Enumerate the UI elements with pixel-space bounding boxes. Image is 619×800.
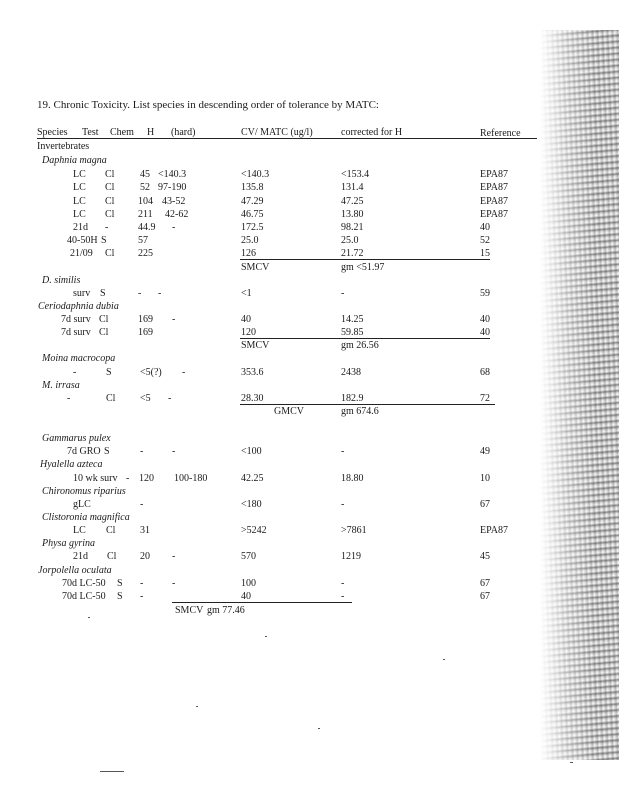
table-cell: <180 (241, 499, 262, 510)
table-cell: 42.25 (241, 473, 264, 484)
table-cell: 52 (480, 235, 490, 246)
table-cell: 7d GRO (67, 446, 101, 457)
table-cell: 7d surv (61, 314, 91, 325)
table-cell: 100-180 (174, 473, 208, 484)
species-name: Daphnia magna (42, 155, 107, 166)
table-cell: GMCV (274, 406, 305, 417)
table-cell: 40-50H (67, 235, 98, 246)
table-cell: 10 (480, 473, 490, 484)
table-cell: 57 (138, 235, 148, 246)
table-cell: <5 (140, 393, 151, 404)
species-name: Chironomus riparius (42, 486, 126, 497)
species-name: Clistoronia magnifica (42, 512, 130, 523)
header-test: Test (82, 127, 99, 138)
scan-speck (443, 659, 445, 660)
header-h: H (147, 127, 155, 138)
table-cell: - (172, 578, 176, 589)
table-cell: 21.72 (341, 248, 364, 259)
table-cell: 45 (140, 169, 150, 180)
table-cell: 225 (138, 248, 153, 259)
subtotal-rule (172, 602, 352, 603)
table-cell: >5242 (241, 525, 267, 536)
table-cell: 2438 (341, 367, 361, 378)
table-cell: 52 (140, 182, 150, 193)
table-cell: S (117, 578, 123, 589)
header-corrected: corrected for H (341, 127, 403, 138)
table-cell: 13.80 (341, 209, 364, 220)
table-cell: 42-62 (165, 209, 189, 220)
table-cell: 15 (480, 248, 490, 259)
table-cell: 70d LC-50 (62, 578, 106, 589)
table-cell: Cl (105, 196, 115, 207)
table-cell: <1 (241, 288, 252, 299)
table-cell: 120 (241, 327, 256, 338)
scan-edge-noise (540, 30, 619, 760)
table-cell: EPA87 (480, 209, 508, 220)
table-cell: Cl (99, 327, 109, 338)
table-cell: - (67, 393, 71, 404)
scan-speck (88, 617, 90, 618)
table-cell: - (158, 288, 162, 299)
table-cell: 40 (480, 222, 490, 233)
table-cell: 47.25 (341, 196, 364, 207)
table-cell: Cl (106, 393, 116, 404)
table-cell: 169 (138, 327, 153, 338)
table-cell: surv (73, 288, 91, 299)
table-cell: 353.6 (241, 367, 264, 378)
table-cell: 59.85 (341, 327, 364, 338)
table-cell: <100 (241, 446, 262, 457)
table-cell: SMCV (241, 340, 270, 351)
species-name: Physa gyrina (42, 538, 96, 549)
table-cell: LC (73, 196, 86, 207)
subtotal-rule (240, 259, 490, 260)
table-cell: - (341, 591, 345, 602)
table-cell: - (341, 288, 345, 299)
table-cell: - (140, 591, 144, 602)
table-cell: Cl (105, 209, 115, 220)
species-name: Ceriodaphnia dubia (38, 301, 119, 312)
table-cell: gm 77.46 (207, 605, 245, 616)
scan-speck (318, 728, 320, 729)
table-cell: 21d (73, 222, 88, 233)
table-cell: 40 (480, 327, 490, 338)
table-cell: Cl (105, 248, 115, 259)
table-cell: Cl (105, 169, 115, 180)
table-cell: - (168, 393, 172, 404)
group-label: Invertebrates (37, 141, 90, 152)
table-cell: LC (73, 209, 86, 220)
scan-speck (100, 771, 124, 772)
table-cell: 20 (140, 551, 150, 562)
table-cell: gm 674.6 (341, 406, 379, 417)
scan-speck (196, 706, 198, 707)
table-cell: 72 (480, 393, 490, 404)
table-cell: 100 (241, 578, 256, 589)
table-cell: 21d (73, 551, 88, 562)
table-cell: 67 (480, 591, 490, 602)
table-cell: 40 (241, 591, 251, 602)
table-cell: - (73, 367, 77, 378)
table-cell: 120 (139, 473, 154, 484)
table-cell: Cl (106, 525, 116, 536)
table-cell: Cl (99, 314, 109, 325)
table-cell: 1219 (341, 551, 361, 562)
table-cell: - (105, 222, 109, 233)
table-cell: 25.0 (341, 235, 359, 246)
table-cell: 211 (138, 209, 153, 220)
table-cell: 131.4 (341, 182, 364, 193)
table-cell: 40 (480, 314, 490, 325)
table-cell: 67 (480, 499, 490, 510)
table-cell: 28.30 (241, 393, 264, 404)
table-cell: 68 (480, 367, 490, 378)
table-cell: - (172, 446, 176, 457)
table-cell: 40 (241, 314, 251, 325)
table-cell: >7861 (341, 525, 367, 536)
table-cell: 70d LC-50 (62, 591, 106, 602)
table-cell: 98.21 (341, 222, 364, 233)
table-cell: gm 26.56 (341, 340, 379, 351)
table-cell: gm <51.97 (341, 262, 385, 273)
scan-speck (570, 762, 573, 763)
header-hard: (hard) (171, 127, 196, 138)
table-cell: 97-190 (158, 182, 187, 193)
table-cell: - (126, 473, 130, 484)
table-cell: - (172, 551, 176, 562)
table-cell: - (341, 578, 345, 589)
table-cell: 14.25 (341, 314, 364, 325)
table-cell: - (172, 314, 176, 325)
table-cell: Cl (105, 182, 115, 193)
table-cell: Cl (107, 551, 117, 562)
table-cell: EPA87 (480, 182, 508, 193)
table-cell: 21/09 (70, 248, 93, 259)
table-cell: 47.29 (241, 196, 264, 207)
table-cell: 25.0 (241, 235, 259, 246)
table-cell: S (100, 288, 106, 299)
table-cell: 172.5 (241, 222, 264, 233)
species-name: Jorpolella oculata (38, 565, 112, 576)
table-cell: 59 (480, 288, 490, 299)
table-cell: <140.3 (241, 169, 270, 180)
table-cell: 10 wk surv (73, 473, 118, 484)
table-cell: EPA87 (480, 196, 508, 207)
table-cell: S (106, 367, 112, 378)
table-cell: gLC (73, 499, 91, 510)
species-name: Hyalella azteca (40, 459, 103, 470)
table-cell: 31 (140, 525, 150, 536)
species-name: D. similis (42, 275, 81, 286)
table-cell: SMCV (241, 262, 270, 273)
table-cell: S (104, 446, 110, 457)
table-cell: - (341, 446, 345, 457)
table-cell: - (341, 499, 345, 510)
table-cell: - (140, 446, 144, 457)
table-cell: - (140, 499, 144, 510)
table-cell: - (138, 288, 142, 299)
table-cell: <153.4 (341, 169, 370, 180)
species-name: Moina macrocopa (42, 353, 116, 364)
table-cell: 18.80 (341, 473, 364, 484)
table-cell: 67 (480, 578, 490, 589)
table-cell: 43-52 (162, 196, 186, 207)
table-cell: LC (73, 182, 86, 193)
header-reference: Reference (480, 128, 521, 139)
table-cell: - (182, 367, 186, 378)
table-cell: S (101, 235, 107, 246)
table-cell: LC (73, 525, 86, 536)
table-cell: 44.9 (138, 222, 156, 233)
table-cell: EPA87 (480, 169, 508, 180)
table-cell: 7d surv (61, 327, 91, 338)
header-species: Species (37, 127, 68, 138)
table-cell: - (140, 578, 144, 589)
table-cell: - (172, 222, 176, 233)
subtotal-rule (240, 338, 490, 339)
table-cell: 135.8 (241, 182, 264, 193)
table-cell: 45 (480, 551, 490, 562)
section-title: 19. Chronic Toxicity. List species in descending order of tolerance by MATC: (37, 99, 379, 111)
table-cell: EPA87 (480, 525, 508, 536)
header-chem: Chem (110, 127, 134, 138)
header-cv: CV/ MATC (ug/l) (241, 127, 313, 138)
table-cell: 126 (241, 248, 256, 259)
table-cell: 570 (241, 551, 256, 562)
species-name: Gammarus pulex (42, 433, 111, 444)
scan-speck (265, 636, 267, 637)
table-cell: LC (73, 169, 86, 180)
table-cell: <5(?) (140, 367, 162, 378)
table-cell: 182.9 (341, 393, 364, 404)
table-cell: 169 (138, 314, 153, 325)
header-underline (37, 138, 537, 139)
table-cell: 46.75 (241, 209, 264, 220)
table-cell: SMCV (175, 605, 204, 616)
table-cell: 49 (480, 446, 490, 457)
species-name: M. irrasa (42, 380, 80, 391)
table-cell: S (117, 591, 123, 602)
table-cell: <140.3 (158, 169, 187, 180)
table-cell: 104 (138, 196, 153, 207)
subtotal-rule (240, 404, 495, 405)
